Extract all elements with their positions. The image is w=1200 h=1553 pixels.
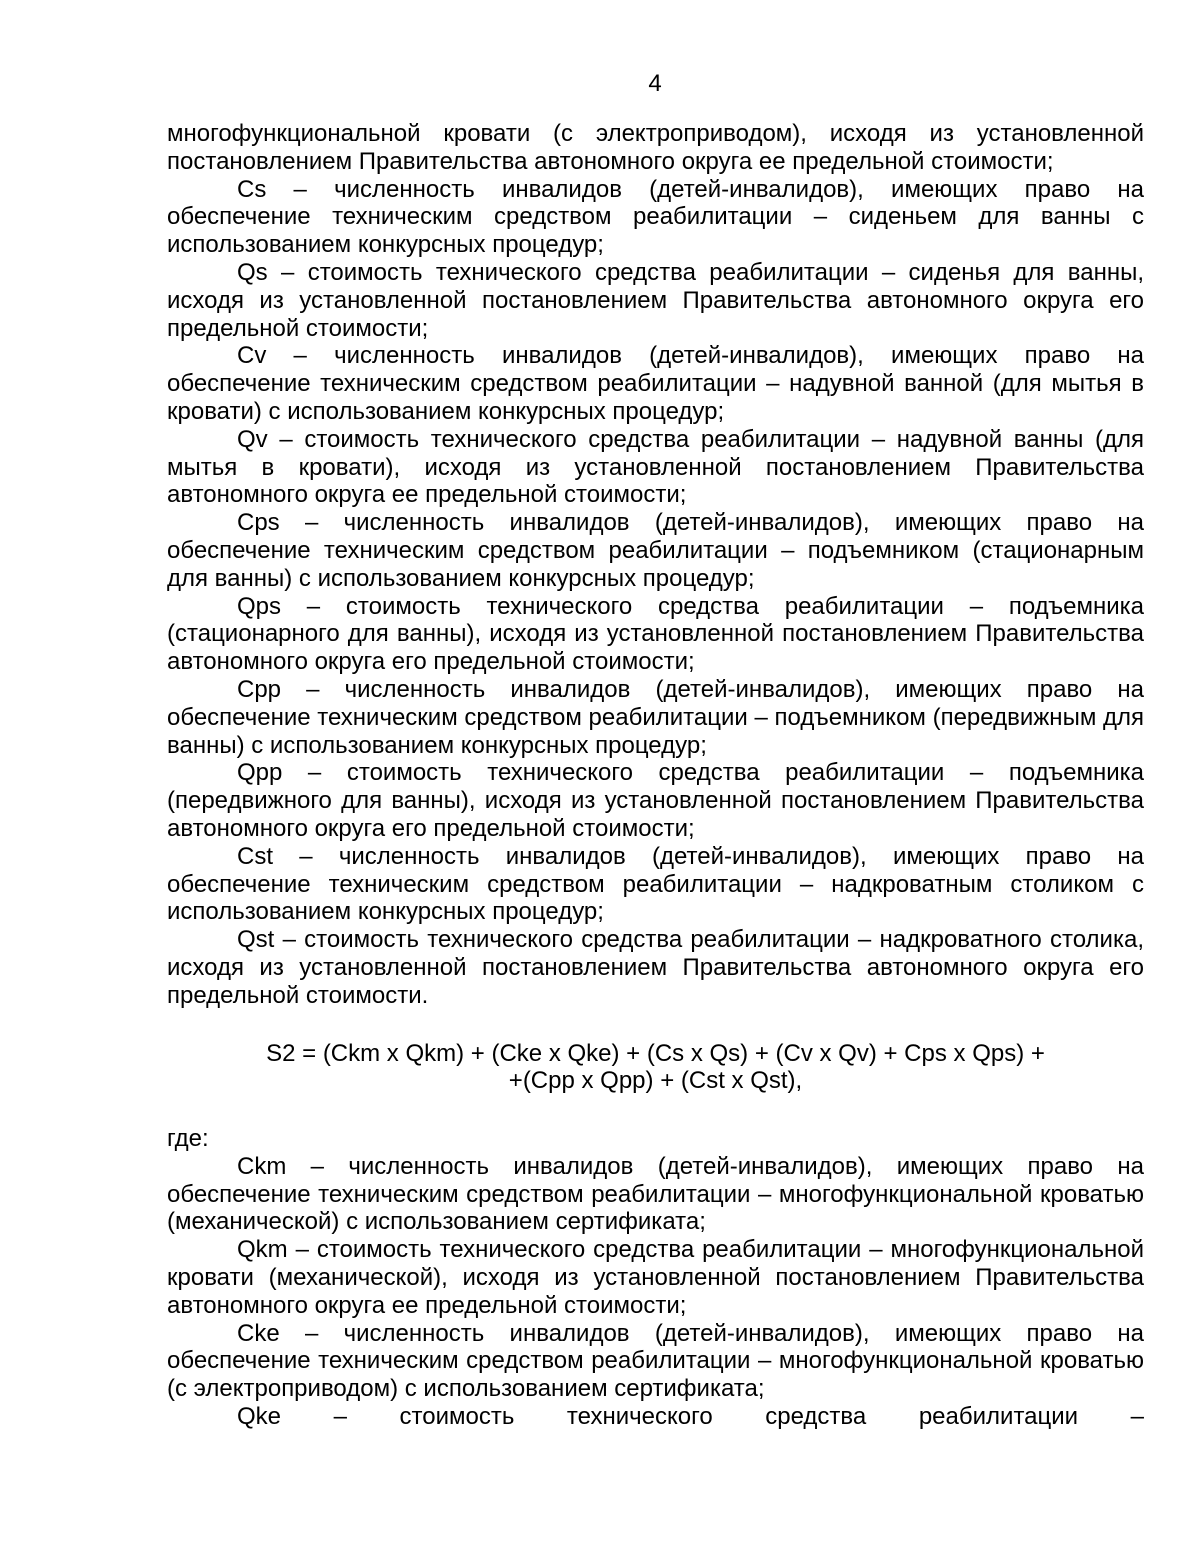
- formula-s2: [167, 1040, 1144, 1096]
- definition-paragraph: Qps – стоимость технического средства реабилитации – подъемника (стационарного для ванны), исходя из установленной постановлением Правительства автономного округа его предельной стоимости;: [167, 592, 1144, 676]
- definition-paragraph: многофункциональной кровати (с электроприводом), исходя из установленной постановлением Правительства автономного округа ее предельной стоимости;: [167, 120, 1144, 175]
- definition-paragraph: Qs – стоимость технического средства реабилитации – сиденья для ванны, исходя из установленной постановлением Правительства автономного округа его предельной стоимости;: [167, 258, 1144, 342]
- definition-paragraph: Cs – численность инвалидов (детей-инвалидов), имеющих право на обеспечение техническим средством реабилитации – сиденьем для ванны с использованием конкурсных процедур;: [167, 175, 1144, 259]
- definition-paragraph: Cps – численность инвалидов (детей-инвалидов), имеющих право на обеспечение техническим средством реабилитации – подъемником (стационарным для ванны) с использованием конкурсных процедур;: [167, 509, 1144, 592]
- definition-paragraph: Qv – стоимость технического средства реабилитации – надувной ванны (для мытья в кровати), исходя из установленной постановлением Правительства автономного округа ее предельной стоимости;: [167, 425, 1144, 509]
- definition-paragraph: Qkm – стоимость технического средства реабилитации – многофункциональной кровати (механической), исходя из установленной постановлением Правительства автономного округа ее предельной стоимости;: [167, 1236, 1144, 1319]
- definition-paragraph: Ckm – численность инвалидов (детей-инвалидов), имеющих право на обеспечение техническим средством реабилитации – многофункциональной кроватью (механической) с использованием сертификата;: [167, 1152, 1144, 1236]
- definition-paragraph: Cv – численность инвалидов (детей-инвалидов), имеющих право на обеспечение техническим средством реабилитации – надувной ванной (для мытья в кровати) с использованием конкурсных процедур;: [167, 342, 1144, 425]
- formula-line-1: S2 = (Ckm x Qkm) + (Cke x Qke) + (Cs x Qs) + (Cv x Qv) + Cps x Qps) +: [266, 1039, 1045, 1067]
- definition-paragraph: Qst – стоимость технического средства реабилитации – надкроватного столика, исходя из установленной постановлением Правительства автономного округа его предельной стоимости.: [167, 926, 1144, 1009]
- definition-paragraph: Cst – численность инвалидов (детей-инвалидов), имеющих право на обеспечение техническим средством реабилитации – надкроватным столиком с использованием конкурсных процедур;: [167, 842, 1144, 926]
- where-label: где:: [167, 1125, 209, 1153]
- page-number: 4: [648, 70, 662, 97]
- definition-paragraph: Qke – стоимость технического средства реабилитации –: [237, 1403, 1144, 1431]
- definitions-before-formula: [167, 120, 1144, 1010]
- document-body: [167, 120, 1144, 1431]
- formula-line-2: +(Cpp x Qpp) + (Cst x Qst),: [508, 1067, 803, 1095]
- definition-paragraph: Cpp – численность инвалидов (детей-инвалидов), имеющих право на обеспечение техническим средством реабилитации – подъемником (передвижным для ванны) с использованием конкурсных процедур;: [167, 675, 1144, 759]
- definition-paragraph: Cke – численность инвалидов (детей-инвалидов), имеющих право на обеспечение техническим средством реабилитации – многофункциональной кроватью (с электроприводом) с использованием сертификата;: [167, 1319, 1144, 1403]
- definitions-after-formula: [167, 1153, 1144, 1431]
- definition-paragraph: Qpp – стоимость технического средства реабилитации – подъемника (передвижного для ванны), исходя из установленной постановлением Правительства автономного округа его предельной стоимости;: [167, 759, 1144, 842]
